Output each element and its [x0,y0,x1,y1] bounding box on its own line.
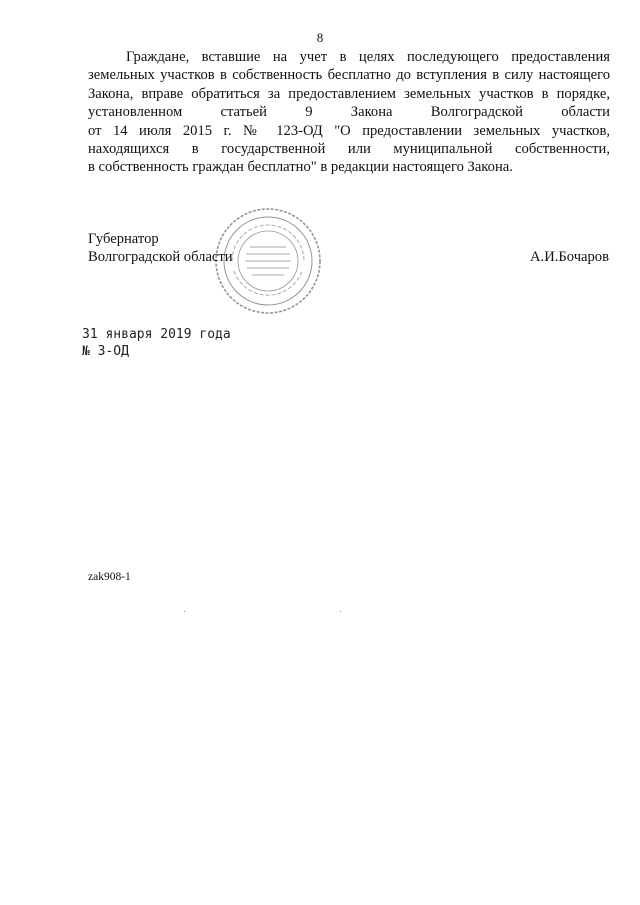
scan-artifact [184,611,185,612]
paragraph-line: находящихся в государственной или муниципальной собственности, [88,141,610,158]
paragraph-line: установленном статьей 9 Закона Волгоградской области [88,104,610,121]
signer-region: Волгоградской области [88,249,233,266]
signer-title: Губернатор [88,231,159,247]
law-date: 31 января 2019 года [82,327,231,342]
date-block [82,326,231,360]
paragraph-line: земельных участков в собственность бесплатно до вступления в силу настоящего [88,67,610,84]
signer-name: А.И.Бочаров [530,249,609,265]
paragraph-line: Закона, вправе обратиться за предоставлением земельных участков в порядке, [88,85,610,102]
paragraph-line: от 14 июля 2015 г. № 123-ОД "О предоставлении земельных участков, [88,122,610,139]
law-number: № 3-ОД [82,344,129,359]
page-number: 8 [316,30,324,45]
document-code: zak908-1 [88,571,131,583]
signature-block [88,230,233,267]
scan-artifact [340,611,341,612]
paragraph-line: Граждане, вставшие на учет в целях последующего предоставления [126,49,610,65]
law-paragraph [88,48,610,177]
paragraph-line: в собственность граждан бесплатно" в редакции настоящего Закона. [88,159,513,176]
